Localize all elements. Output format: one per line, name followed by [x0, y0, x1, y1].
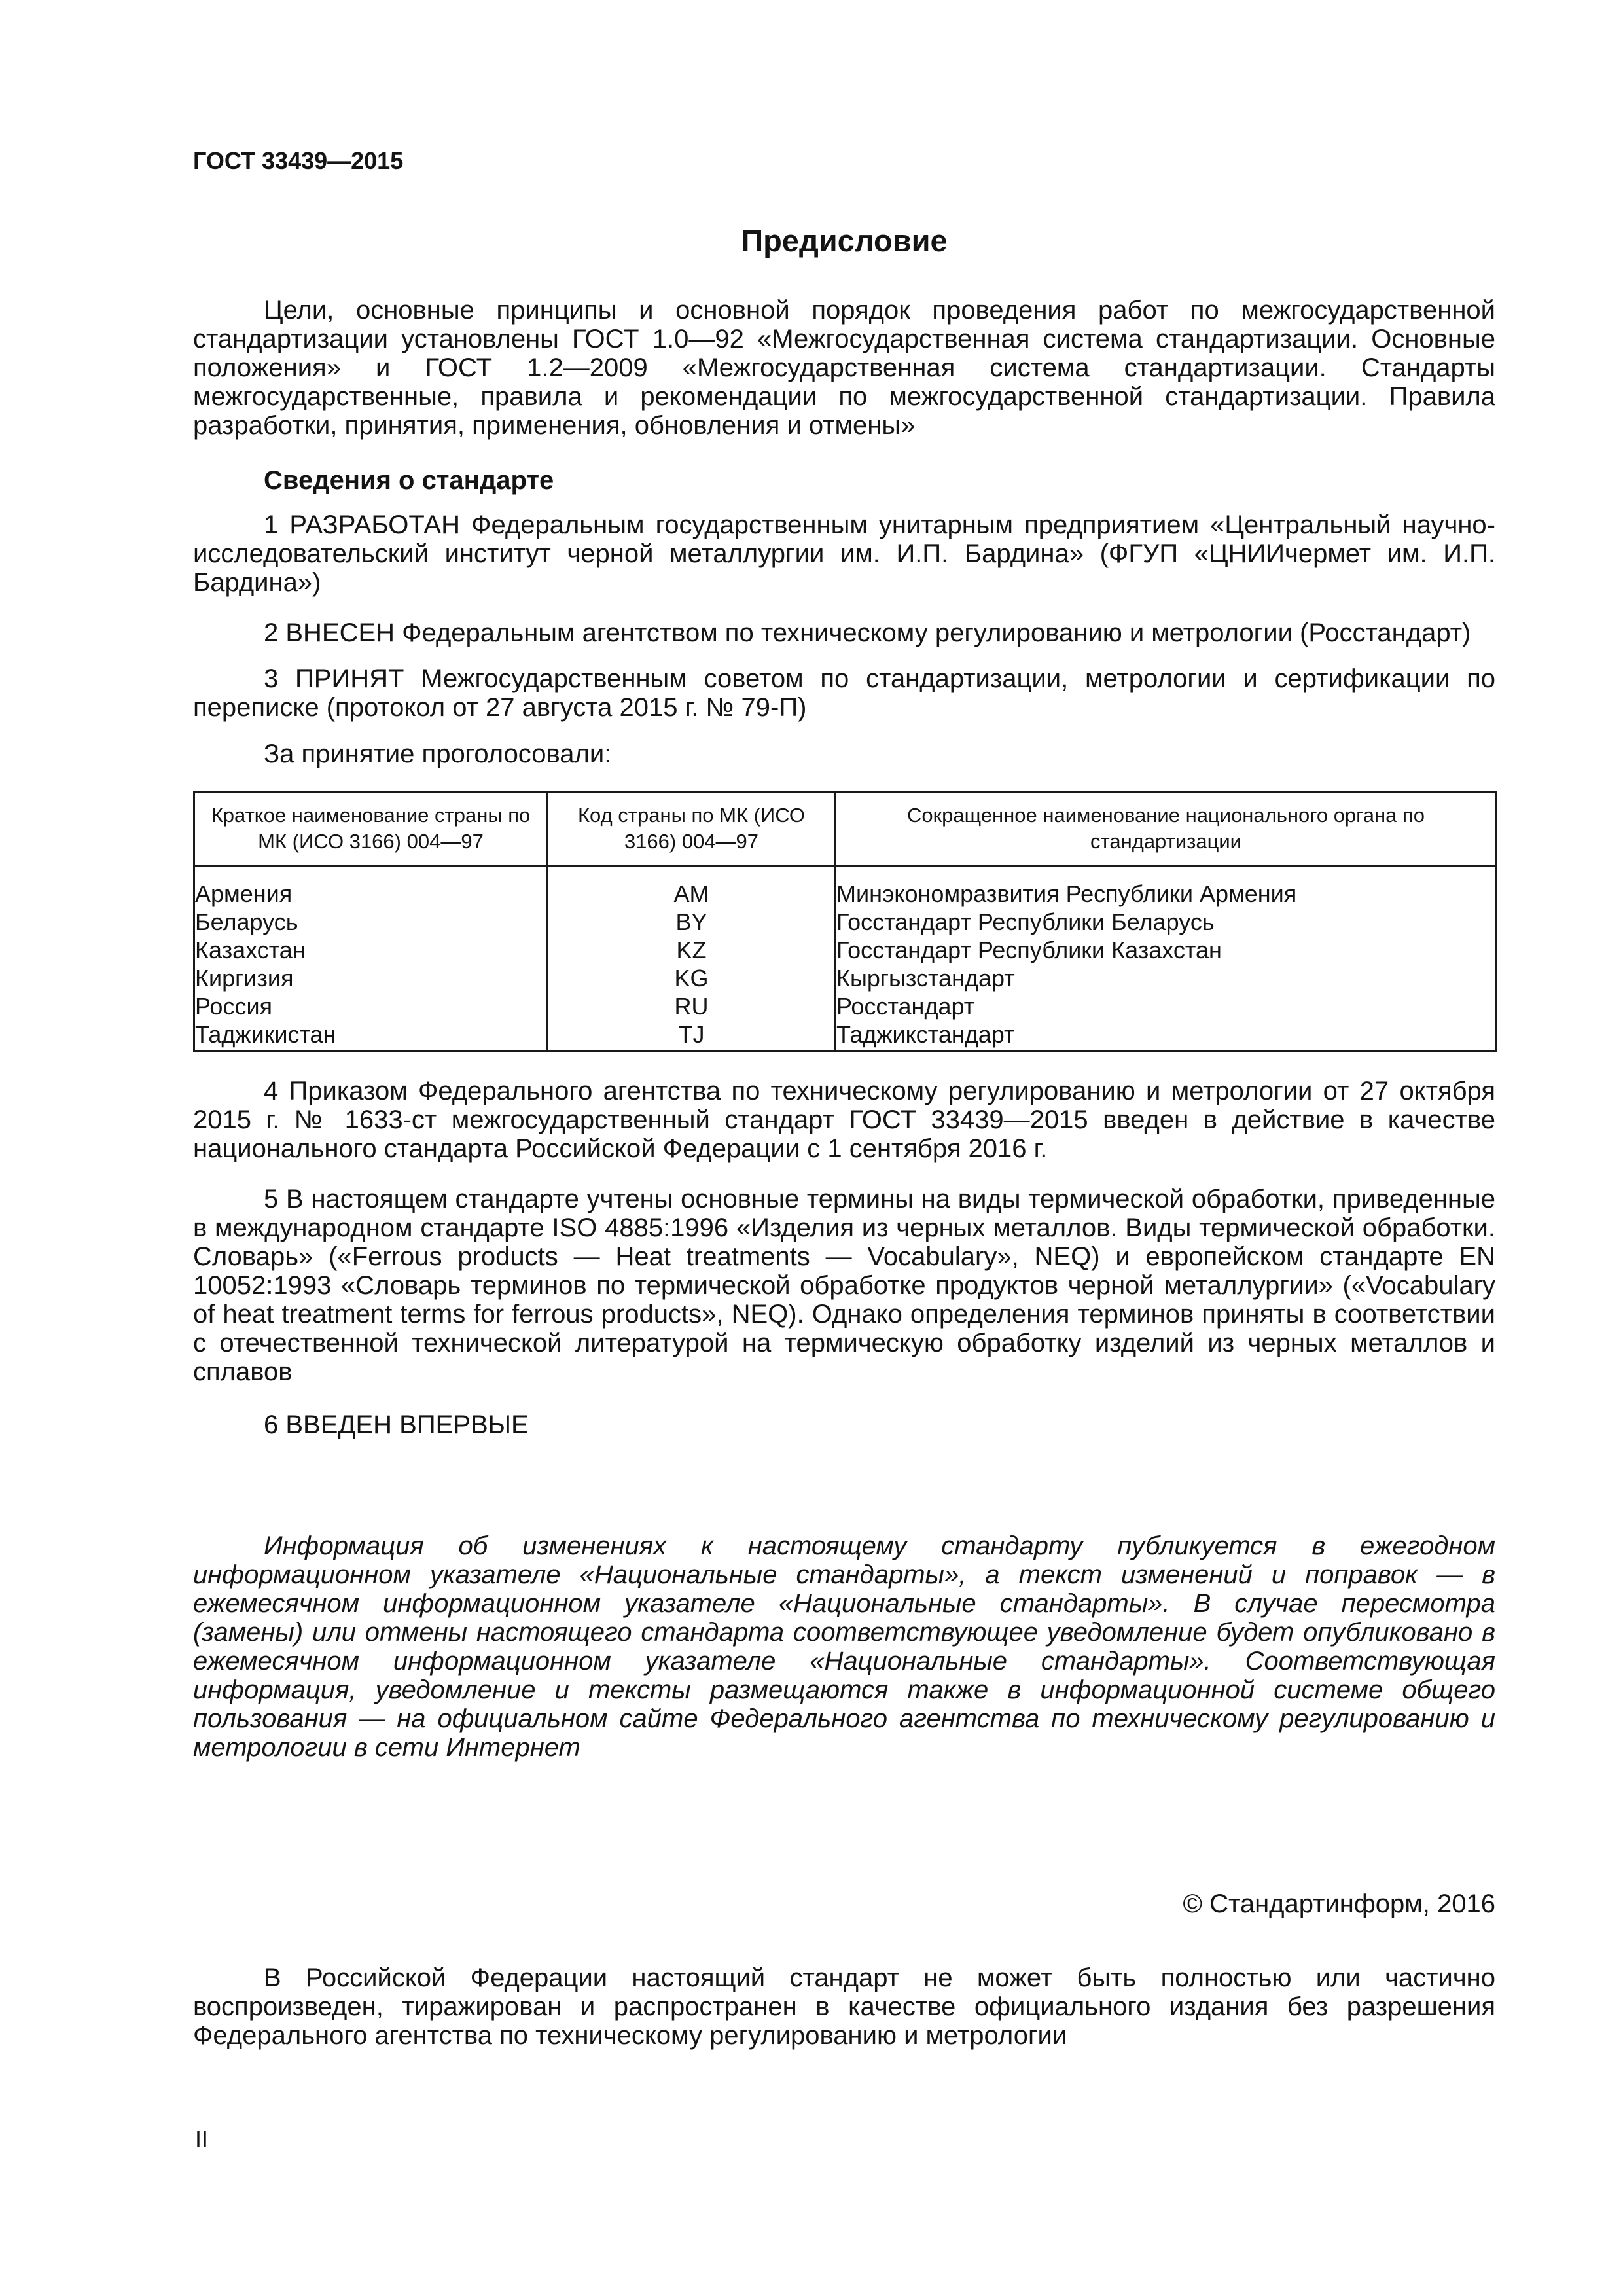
item-1-developed: 1 РАЗРАБОТАН Федеральным государственным унитарным предприятием «Центральный научно-исследовательский институт черной металлургии им. И.П. Бардина» (ФГУП «ЦНИИчермет им. И.П. Бардина»)	[193, 511, 1495, 597]
item-6-first-introduced: 6 ВВЕДЕН ВПЕРВЫЕ	[264, 1410, 529, 1439]
section-heading: Сведения о стандарте	[264, 466, 554, 495]
country-name: Беларусь	[195, 908, 298, 935]
country-name: Киргизия	[195, 965, 294, 992]
standards-body: Госстандарт Республики Казахстан	[836, 937, 1222, 963]
standards-bodies-cell	[836, 866, 1497, 1052]
country-code: AM	[673, 880, 709, 907]
column-header-country: Краткое наименование страны по МК (ИСО 3166) 004—97	[194, 792, 548, 866]
standards-body: Минэкономразвития Республики Армения	[836, 880, 1297, 907]
country-code: TJ	[678, 1021, 705, 1048]
standards-body: Таджикстандарт	[836, 1021, 1015, 1048]
rights-notice: В Российской Федерации настоящий стандарт не может быть полностью или частично воспроизведен, тиражирован и распространен в качестве официального издания без разрешения Федерального агентства по техническому регулированию и метрологии	[193, 1964, 1495, 2050]
country-name: Армения	[195, 880, 293, 907]
intro-paragraph: Цели, основные принципы и основной порядок проведения работ по межгосударственной стандартизации установлены ГОСТ 1.0—92 «Межгосударственная система стандартизации. Основные положения» и ГОСТ 1.2—2009 «Межгосударственная система стандартизации. Стандарты межгосударственные, правила и рекомендации по межгосударственной стандартизации. Правила разработки, принятия, применения, обновления и отмены»	[193, 296, 1495, 440]
table-body-row	[194, 866, 1497, 1052]
copyright-notice: © Стандартинформ, 2016	[1183, 1890, 1495, 1918]
item-4-enacted: 4 Приказом Федерального агентства по техническому регулированию и метрологии от 27 октября 2015 г. № 1633-ст межгосударственный стандарт ГОСТ 33439—2015 введен в действие в качестве национального стандарта Российской Федерации с 1 сентября 2016 г.	[193, 1077, 1495, 1163]
page-title: Предисловие	[741, 223, 948, 258]
country-codes-cell	[548, 866, 836, 1052]
column-header-code: Код страны по МК (ИСО 3166) 004—97	[548, 792, 836, 866]
standards-body: Росстандарт	[836, 993, 975, 1020]
country-name: Россия	[195, 993, 273, 1020]
country-code: RU	[674, 993, 709, 1020]
country-name: Таджикистан	[195, 1021, 336, 1048]
page-number: II	[195, 2126, 209, 2153]
country-names-cell	[194, 866, 548, 1052]
changes-info-notice: Информация об изменениях к настоящему стандарту публикуется в ежегодном информационном указателе «Национальные стандарты», а текст изменений и поправок — в ежемесячном информационном указателе «Национальные стандарты». В случае пересмотра (замены) или отмены настоящего стандарта соответствующее уведомление будет опубликовано в ежемесячном информационном указателе «Национальные стандарты». Соответствующая информация, уведомление и тексты размещаются также в информационной системе общего пользования — на официальном сайте Федерального агентства по техническому регулированию и метрологии в сети Интернет	[193, 1532, 1495, 1762]
vote-intro: За принятие проголосовали:	[264, 740, 612, 768]
item-2-submitted: 2 ВНЕСЕН Федеральным агентством по техническому регулированию и метрологии (Росстандарт)	[264, 619, 1471, 647]
country-name: Казахстан	[195, 937, 306, 963]
standards-body: Кыргызстандарт	[836, 965, 1015, 992]
voting-table	[193, 791, 1497, 1052]
table-header-row	[194, 792, 1497, 866]
country-code: KZ	[676, 937, 707, 963]
country-code: BY	[675, 908, 707, 935]
column-header-body: Сокращенное наименование национального органа по стандартизации	[836, 792, 1497, 866]
item-5-terms: 5 В настоящем стандарте учтены основные термины на виды термической обработки, приведенные в международном стандарте ISO 4885:1996 «Изделия из черных металлов. Виды термической обработки. Словарь» («Ferrous products — Heat treatments — Vocabulary», NEQ) и европейском стандарте EN 10052:1993 «Словарь терминов по термической обработке продуктов черной металлургии» («Vocabulary of heat treatment terms for ferrous products», NEQ). Однако определения терминов приняты в соответствии с отечественной технической литературой на термическую обработку изделий из черных металлов и сплавов	[193, 1185, 1495, 1386]
standards-body: Госстандарт Республики Беларусь	[836, 908, 1215, 935]
item-3-adopted: 3 ПРИНЯТ Межгосударственным советом по стандартизации, метрологии и сертификации по переписке (протокол от 27 августа 2015 г. № 79-П)	[193, 664, 1495, 722]
document-code: ГОСТ 33439—2015	[193, 147, 404, 174]
country-code: KG	[674, 965, 709, 992]
